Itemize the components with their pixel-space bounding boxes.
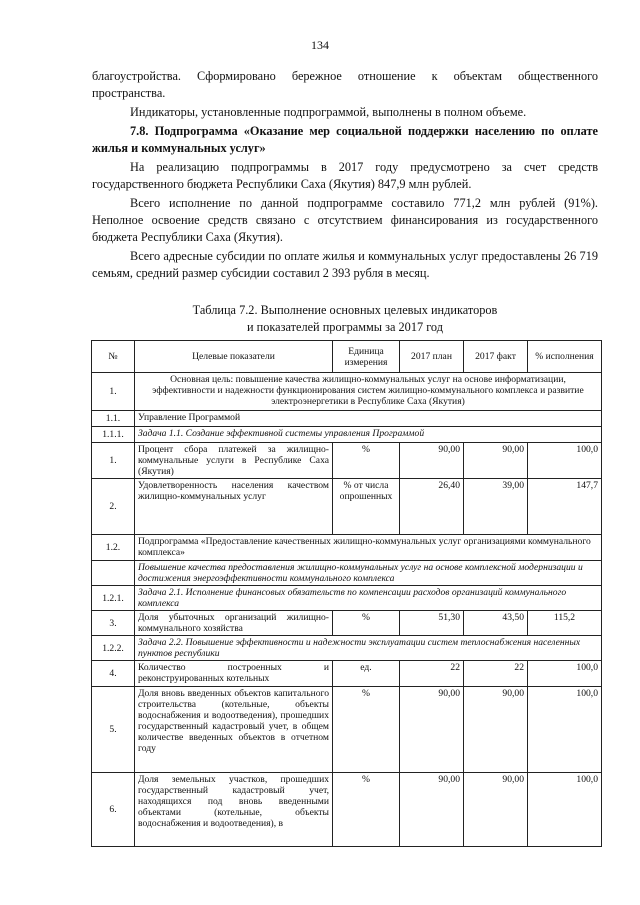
body-text (92, 68, 598, 282)
row-number: 4. (92, 661, 135, 687)
section-heading: 7.8. Подпрограмма «Оказание мер социальной поддержки населению по оплате жилья и коммунальных услуг» (92, 124, 598, 155)
row-number: 1. (92, 443, 135, 479)
row-percent: 115,2 (528, 611, 602, 636)
row-plan: 90,00 (400, 773, 464, 847)
table-row (92, 411, 602, 427)
row-text: Процент сбора платежей за жилищно-коммунальные услуги в Республике Саха (Якутия) (135, 443, 333, 479)
row-fact: 90,00 (464, 443, 528, 479)
row-number (92, 561, 135, 586)
table-row (92, 636, 602, 661)
row-fact: 90,00 (464, 773, 528, 847)
row-text: Доля вновь введенных объектов капитального строительства (котельные, объекты водоснабжения и водоотведения), прошедших государственный кадастровый учет, в общем количестве введенных объектов в отчетном году (135, 687, 333, 773)
row-text: Управление Программой (135, 411, 602, 427)
table-header-row (92, 341, 602, 373)
row-text: Основная цель: повышение качества жилищно-коммунальных услуг на основе информатизации, эффективности и надежности функционирования систем жилищно-коммунального комплекса и развитие электроэнергетики в Республике Саха (Якутия) (135, 373, 602, 411)
table-row (92, 611, 602, 636)
header-fact: 2017 факт (464, 341, 528, 373)
row-number: 2. (92, 479, 135, 535)
header-plan: 2017 план (400, 341, 464, 373)
row-plan: 51,30 (400, 611, 464, 636)
row-number: 1.2.2. (92, 636, 135, 661)
row-unit: ед. (333, 661, 400, 687)
row-unit: % (333, 687, 400, 773)
row-fact: 43,50 (464, 611, 528, 636)
row-fact: 39,00 (464, 479, 528, 535)
row-fact: 90,00 (464, 687, 528, 773)
paragraph-1-line-2: пространства. (92, 86, 166, 100)
row-text: Подпрограмма «Предоставление качественных жилищно-коммунальных услуг организациями коммунального комплекса» (135, 535, 602, 561)
row-unit: % (333, 611, 400, 636)
caption-line-2: и показателей программы за 2017 год (247, 320, 443, 334)
table-row (92, 773, 602, 847)
row-number: 6. (92, 773, 135, 847)
table-caption (92, 302, 598, 336)
table-row (92, 373, 602, 411)
table-row (92, 535, 602, 561)
header-number: № (92, 341, 135, 373)
paragraph-1-line-1: благоустройства. Сформировано бережное отношение к объектам общественного (92, 69, 598, 83)
row-number: 1.1.1. (92, 427, 135, 443)
row-percent: 100,0 (528, 687, 602, 773)
row-percent: 100,0 (528, 443, 602, 479)
page-number: 134 (311, 38, 329, 52)
row-percent: 100,0 (528, 661, 602, 687)
row-text: Доля убыточных организаций жилищно-коммунального хозяйства (135, 611, 333, 636)
row-number: 5. (92, 687, 135, 773)
row-text: Удовлетворенность населения качеством жилищно-коммунальных услуг (135, 479, 333, 535)
row-text: Задача 1.1. Создание эффективной системы управления Программой (135, 427, 602, 443)
header-unit: Единица измерения (333, 341, 400, 373)
table-row (92, 427, 602, 443)
row-text: Доля земельных участков, прошедших государственный кадастровый учет, находящихся под вновь введенными объектами (котельные, объекты водоснабжения и водоотведения), в (135, 773, 333, 847)
table-row (92, 661, 602, 687)
table-row (92, 687, 602, 773)
caption-line-1: Таблица 7.2. Выполнение основных целевых индикаторов (192, 303, 498, 317)
row-plan: 90,00 (400, 687, 464, 773)
row-number: 1. (92, 373, 135, 411)
table-row (92, 479, 602, 535)
row-text: Задача 2.1. Исполнение финансовых обязательств по компенсации расходов организаций коммунального комплекса (135, 586, 602, 611)
row-text: Повышение качества предоставления жилищно-коммунальных услуг на основе комплексной модернизации и достижения энергоэффективности коммунального комплекса (135, 561, 602, 586)
row-plan: 90,00 (400, 443, 464, 479)
table-row (92, 443, 602, 479)
header-indicators: Целевые показатели (135, 341, 333, 373)
paragraph-5: Всего адресные субсидии по оплате жилья и коммунальных услуг предоставлены 26 719 семьям, средний размер субсидии составил 2 393 рубля в месяц. (92, 249, 598, 280)
indicators-table (91, 340, 602, 847)
row-number: 1.1. (92, 411, 135, 427)
row-text: Количество построенных и реконструированных котельных (135, 661, 333, 687)
row-unit: % (333, 443, 400, 479)
row-percent: 147,7 (528, 479, 602, 535)
row-plan: 22 (400, 661, 464, 687)
table-row (92, 586, 602, 611)
paragraph-3: На реализацию подпрограммы в 2017 году предусмотрено за счет средств государственного бюджета Республики Саха (Якутия) 847,9 млн рублей. (92, 160, 598, 191)
row-percent: 100,0 (528, 773, 602, 847)
header-percent: % исполнения (528, 341, 602, 373)
paragraph-4: Всего исполнение по данной подпрограмме составило 771,2 млн рублей (91%). Неполное освоение средств связано с отсутствием финансирования из государственного бюджета Республики Саха (Якутия). (92, 196, 598, 244)
row-plan: 26,40 (400, 479, 464, 535)
paragraph-2: Индикаторы, установленные подпрограммой, выполнены в полном объеме. (130, 105, 527, 119)
row-fact: 22 (464, 661, 528, 687)
row-unit: % (333, 773, 400, 847)
row-number: 1.2.1. (92, 586, 135, 611)
table-row (92, 561, 602, 586)
row-unit: % от числа опрошенных (333, 479, 400, 535)
row-text: Задача 2.2. Повышение эффективности и надежности эксплуатации систем теплоснабжения населенных пунктов республики (135, 636, 602, 661)
row-number: 1.2. (92, 535, 135, 561)
row-number: 3. (92, 611, 135, 636)
